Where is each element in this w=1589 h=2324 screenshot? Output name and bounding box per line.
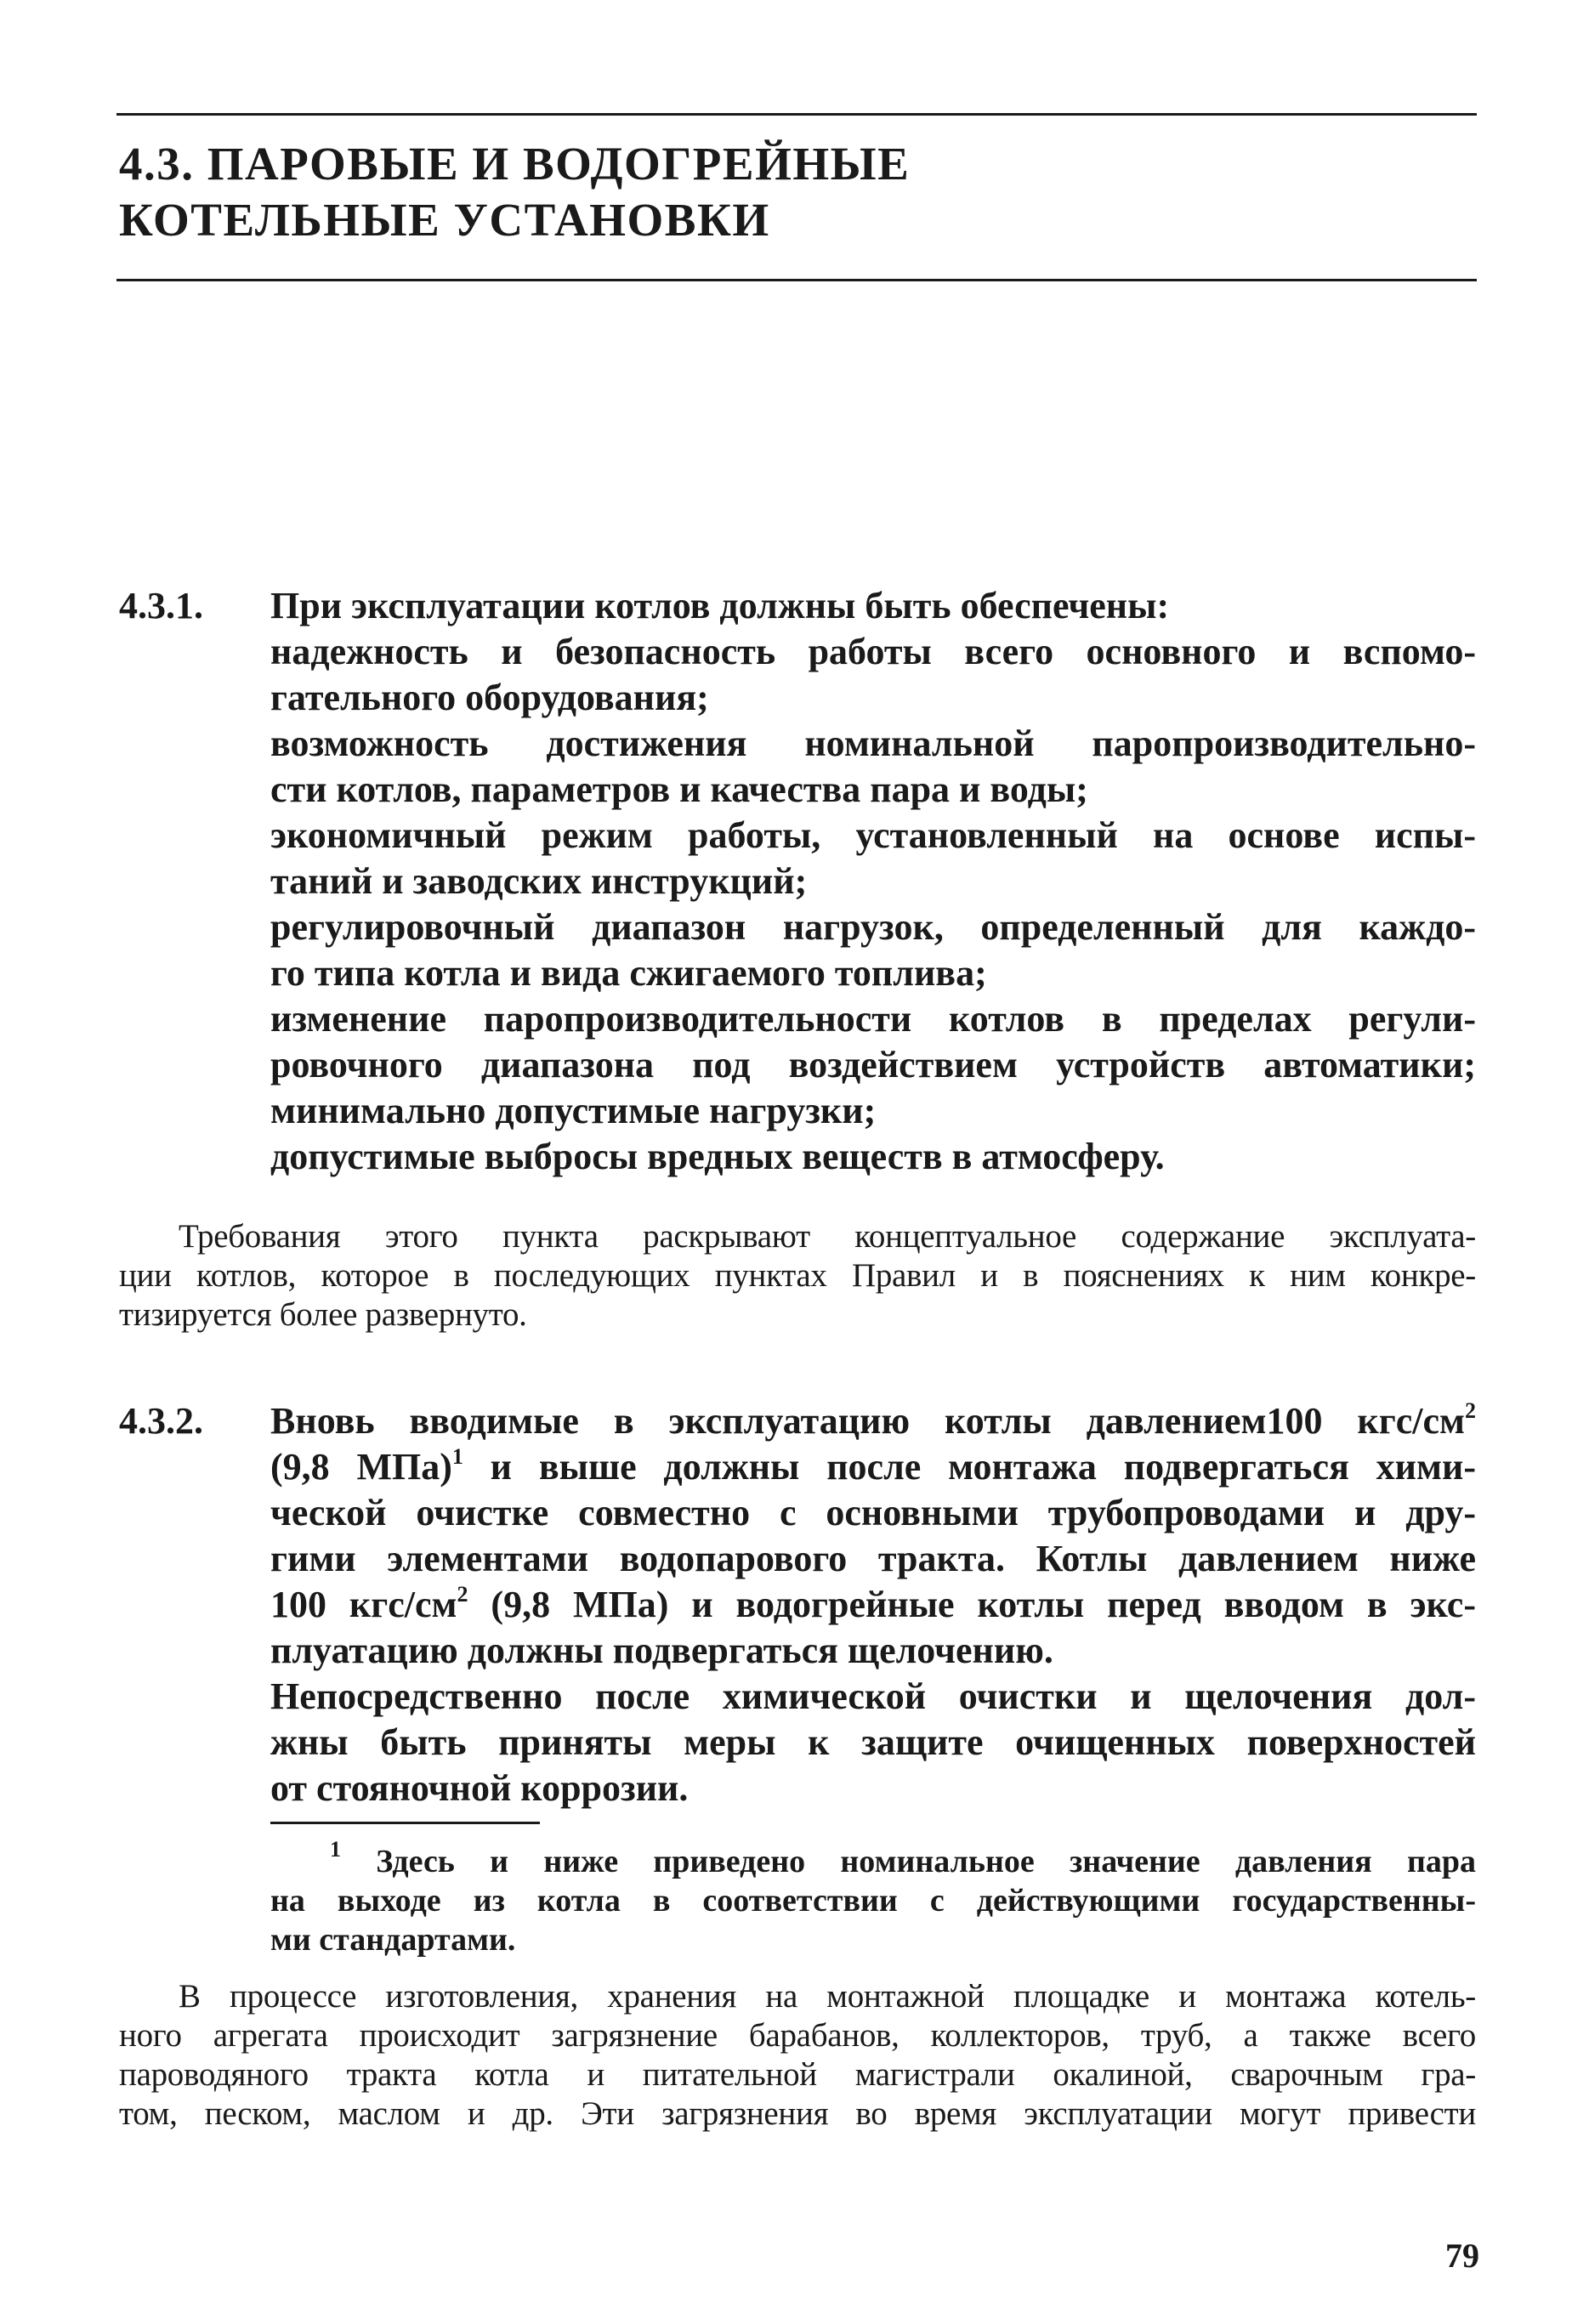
clause-line: от стояночной коррозии. <box>270 1767 689 1809</box>
clause-line: При эксплуатации котлов должны быть обеспечены: <box>270 585 1170 626</box>
superscript: 2 <box>457 1582 468 1607</box>
clause-line: возможность достижения номинальной паропроизводительно- <box>270 723 1476 764</box>
clause-line: таний и заводских инструкций; <box>270 860 808 902</box>
footnote-reference: 1 <box>451 1444 463 1469</box>
section-heading-line-1: 4.3. ПАРОВЫЕ И ВОДОГРЕЙНЫЕ <box>119 138 911 190</box>
commentary-line: В процессе изготовления, хранения на монтажной площадке и монтажа котель- <box>179 1978 1476 2015</box>
clause-line: Непосредственно после химической очистки и щелочения дол- <box>270 1675 1476 1717</box>
clause-line: надежность и безопасность работы всего основного и вспомо- <box>270 631 1476 672</box>
commentary-line: Требования этого пункта раскрывают концептуальное содержание эксплуата- <box>179 1218 1476 1255</box>
footnote-line: ми стандартами. <box>270 1922 516 1958</box>
clause-line: изменение паропроизводительности котлов в пределах регули- <box>270 998 1476 1040</box>
commentary-line: ции котлов, которое в последующих пунктах Правил и в пояснениях к ним конкре- <box>119 1257 1476 1294</box>
clause-line <box>270 1444 1476 1490</box>
superscript: 2 <box>1465 1398 1476 1423</box>
clause-line: ческой очистке совместно с основными трубопроводами и дру- <box>270 1492 1476 1533</box>
clause-text <box>270 1398 1476 1811</box>
clause-line: допустимые выбросы вредных веществ в атмосферу. <box>270 1136 1165 1177</box>
page-number: 79 <box>1445 2236 1479 2275</box>
clause-line-text: (9,8 МПа) <box>270 1446 452 1488</box>
clause-line-text: (9,8 МПа) и водогрейные котлы перед вводом в экс- <box>468 1584 1476 1625</box>
clause-line: гательного оборудования; <box>270 677 709 718</box>
commentary-line: тизируется более развернуто. <box>119 1296 527 1333</box>
clause-line-text: и выше должны после монтажа подвергаться хими- <box>463 1446 1477 1488</box>
clause-line <box>270 1398 1476 1444</box>
clause-text <box>270 583 1476 1180</box>
footnote-marker: 1 <box>330 1837 341 1862</box>
footnote-rule <box>270 1822 540 1824</box>
commentary-line: пароводяного тракта котла и питательной магистрали окалиной, сварочным гра- <box>119 2056 1476 2093</box>
clause-line: жны быть приняты меры к защите очищенных поверхностей <box>270 1721 1476 1763</box>
commentary-line: ного агрегата происходит загрязнение барабанов, коллекторов, труб, а также всего <box>119 2017 1476 2054</box>
section-heading <box>119 136 1445 248</box>
clause-line: сти котлов, параметров и качества пара и воды; <box>270 768 1088 810</box>
clause-number: 4.3.1. <box>119 585 203 626</box>
clause-line: го типа котла и вида сжигаемого топлива; <box>270 952 987 994</box>
footnote-text: Здесь и ниже приведено номинальное значение давления пара <box>341 1844 1476 1879</box>
clause-line: экономичный режим работы, установленный на основе испы- <box>270 814 1476 856</box>
footnote-line <box>270 1837 1476 1881</box>
header-bottom-rule <box>116 279 1477 281</box>
clause-line: минимально допустимые нагрузки; <box>270 1090 877 1131</box>
commentary-paragraph-1 <box>119 1217 1476 1335</box>
clause-number: 4.3.2. <box>119 1400 203 1442</box>
clause-line-text: 100 кгс/см <box>270 1584 457 1625</box>
footnote-line: на выходе из котла в соответствии с действующими государственны- <box>270 1883 1476 1919</box>
clause-line: гими элементами водопарового тракта. Котлы давлением ниже <box>270 1538 1476 1579</box>
section-heading-line-2: КОТЕЛЬНЫЕ УСТАНОВКИ <box>119 194 770 246</box>
header-top-rule <box>116 113 1477 116</box>
clause-line: ровочного диапазона под воздействием устройств автоматики; <box>270 1044 1476 1085</box>
clause-line: регулировочный диапазон нагрузок, определенный для каждо- <box>270 906 1476 948</box>
clause-line <box>270 1582 1476 1628</box>
clause-line: плуатацию должны подвергаться щелочению. <box>270 1630 1053 1671</box>
footnote <box>270 1837 1476 1959</box>
clause-line-text: Вновь вводимые в эксплуатацию котлы давлением100 кгс/см <box>270 1400 1465 1442</box>
commentary-paragraph-2 <box>119 1977 1476 2134</box>
commentary-line: том, песком, маслом и др. Эти загрязнения во время эксплуатации могут привести <box>119 2095 1476 2132</box>
